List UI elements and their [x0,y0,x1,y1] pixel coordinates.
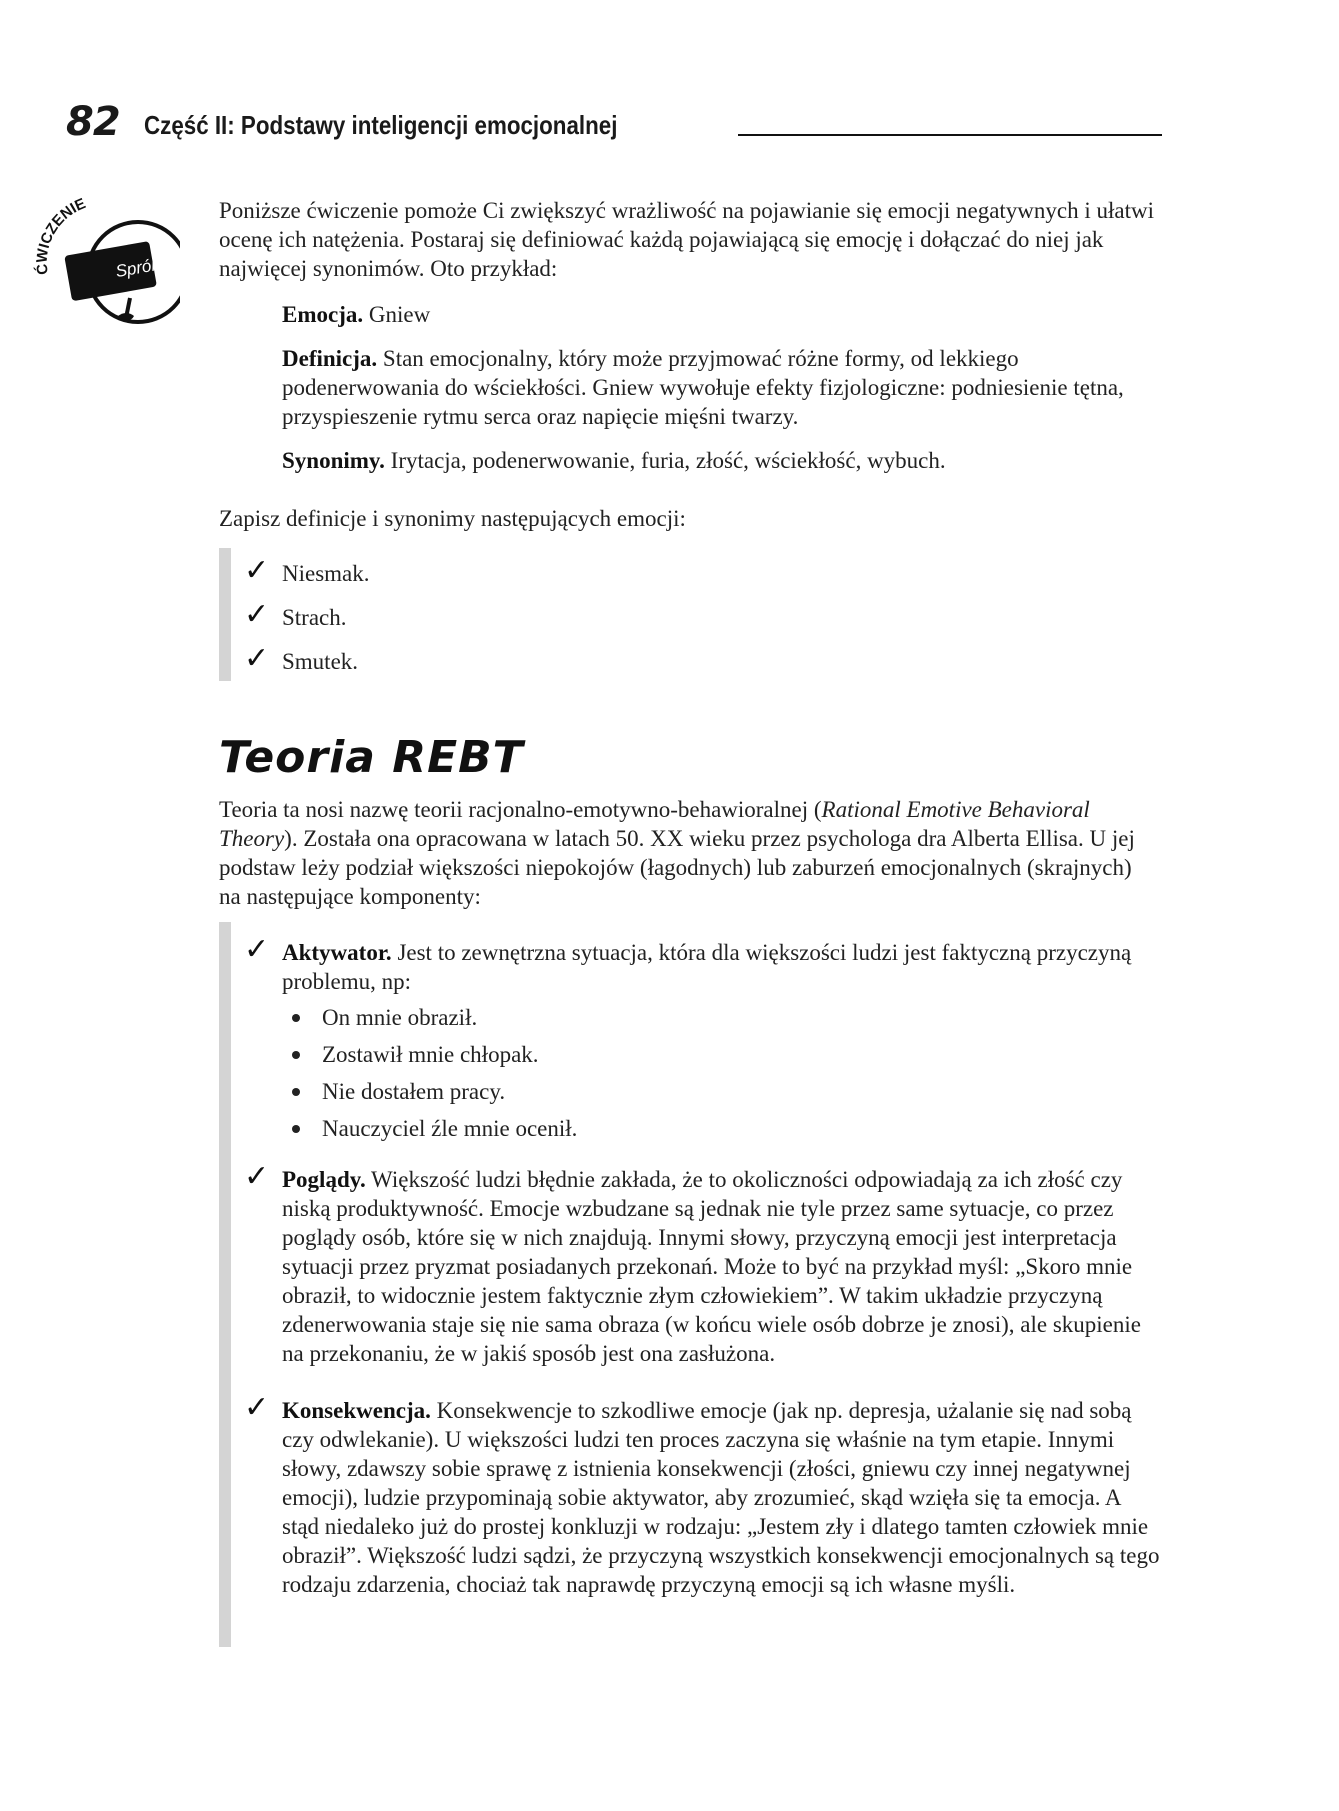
example-synonyms [282,446,1162,475]
badge-sign-text: Spróbuj [114,252,176,282]
list-sidebar-bar [219,548,231,681]
checkmark-icon: ✓ [244,641,270,676]
checkmark-icon: ✓ [244,1159,270,1194]
example-emotion [282,300,1162,329]
definition-value: Stan emocjonalny, który może przyjmować różne formy, od lekkiego podenerwowania do wściekłości. Gniew wywołuje efekty fizjologiczne: podniesienie tętna, przyspieszenie rytmu serca oraz napięcie mięśni twarzy. [282,346,1124,429]
bullet-icon [292,1088,300,1096]
exercise-sign-icon [30,196,180,336]
synonyms-label: Synonimy. [282,448,385,473]
checkmark-icon: ✓ [244,932,270,967]
component-text: Konsekwencje to szkodliwe emocje (jak np. depresja, użalanie się nad sobą czy odwlekanie). U większości ludzi ten proces zaczyna się właśnie na tym etapie. Innymi słowy, zdawszy sobie sprawę z istnienia konsekwencji (złości, gniewu czy innej negatywnej emocji), ludzie przypominają sobie aktywator, aby zrozumieć, skąd wzięła się ta emocja. A stąd niedaleko już do prostej konkluzji w rodzaju: „Jestem zły i dlatego tamten człowiek mnie obraził”. Większość ludzi sądzi, że przyczyną wszystkich konsekwencji emocjonalnych są tego rodzaju zdarzenia, chociaż tak naprawdę przyczyną emocji są ich własne myśli. [282,1398,1160,1597]
task-instruction: Zapisz definicje i synonimy następujących emocji: [219,506,686,531]
checkmark-icon: ✓ [244,597,270,632]
page-number: 82 [66,99,120,145]
emotion-label: Emocja. [282,302,364,327]
synonyms-value: Irytacja, podenerwowanie, furia, złość, wściekłość, wybuch. [384,448,946,473]
component-text: Jest to zewnętrzna sytuacja, która dla większości ludzi jest faktyczną przyczyną problemu, np: [282,940,1132,994]
task-item: Smutek. [282,649,359,674]
section-intro-part1: Teoria ta nosi nazwę teorii racjonalno-emotywno-behawioralnej ( [219,797,822,822]
header-rule [738,134,1162,136]
section-intro-part2: ). Została ona opracowana w latach 50. XX wieku przez psychologa dra Alberta Ellisa. U jej podstaw leży podział większości niepokojów (łagodnych) lub zaburzeń emocjonalnych (skrajnych) na następujące komponenty: [219,826,1135,909]
task-item: Strach. [282,605,347,630]
checkmark-icon: ✓ [244,1390,270,1425]
bullet-item: Nauczyciel źle mnie ocenił. [322,1116,578,1141]
bullet-icon [292,1125,300,1133]
task-item: Niesmak. [282,561,370,586]
checkmark-icon: ✓ [244,553,270,588]
component-label: Poglądy. [282,1167,366,1192]
component-konsekwencja [282,1396,1162,1599]
bullet-item: Nie dostałem pracy. [322,1079,506,1104]
intro-paragraph: Poniższe ćwiczenie pomoże Ci zwiększyć wrażliwość na pojawianie się emocji negatywnych i ułatwi ocenę ich natężenia. Postaraj się definiować każdą pojawiającą się emocję i dołączać do niej jak najwięcej synonimów. Oto przykład: [219,198,1155,281]
chapter-title: Część II: Podstawy inteligencji emocjonalnej [143,110,618,140]
component-aktywator [282,938,1162,996]
example-definition [282,344,1162,431]
bullet-icon [292,1014,300,1022]
component-text: Większość ludzi błędnie zakłada, że to okoliczności odpowiadają za ich złość czy niską produktywność. Emocje wzbudzane są jednak nie tyle przez same sytuacje, co przez poglądy osób, które się w nich znajdują. Innymi słowy, przyczyną emocji jest interpretacja sytuacji przez pryzmat posiadanych przekonań. Może to być na przykład myśl: „Skoro mnie obraził, to widocznie jestem faktycznie złym człowiekiem”. W takim układzie przyczyną zdenerwowania staje się nie sama obraza (w końcu wiele osób dobrze je znosi), ale skupienie na przekonaniu, że w jakiś sposób jest ona zasłużona. [282,1167,1141,1366]
section-heading: Teoria REBT [219,732,524,783]
components-sidebar-bar [219,922,231,1647]
component-label: Konsekwencja. [282,1398,431,1423]
emotion-value: Gniew [363,302,431,327]
running-header [66,96,1162,145]
bullet-item: Zostawił mnie chłopak. [322,1042,539,1067]
definition-label: Definicja. [282,346,378,371]
section-intro [219,795,1159,911]
component-poglady [282,1165,1162,1368]
component-label: Aktywator. [282,940,392,965]
section-intro-italic: Rational Emotive Behavioral Theory [219,797,1090,851]
bullet-item: On mnie obraził. [322,1005,478,1030]
badge-arc-text: ĆWICZENIE [33,196,89,276]
bullet-icon [292,1051,300,1059]
